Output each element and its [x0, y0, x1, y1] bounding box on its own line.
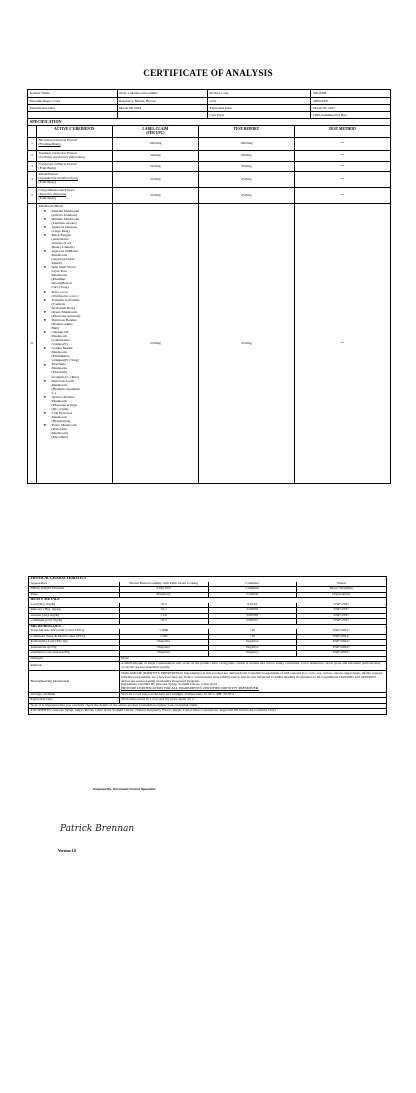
test-name: Mercury (Hg), mg/kg [30, 608, 61, 612]
mushroom-name: Tremella fuciformis (Tremella fuciformis Berk) [51, 297, 80, 310]
microbiology-row [29, 629, 386, 634]
ingredient-source: (Fruiting Body) [38, 142, 61, 147]
test-spec: ≤0.5 [119, 603, 209, 608]
diamond-bullet-icon: ❖ [43, 265, 47, 270]
note-row [29, 703, 386, 709]
test-name: Filling Weight Variation [30, 587, 65, 591]
info-row-product [28, 90, 390, 97]
empty-cell [117, 112, 208, 118]
flavor-value: Raspberry, Button, Brown [117, 98, 208, 104]
ingredient-number: 3 [31, 163, 33, 168]
microbiology-heading: MICROBIOLOGY [30, 624, 62, 628]
test-spec: ≤0.5 [119, 619, 209, 624]
ingredient-report: 100.0mg [198, 138, 293, 150]
test-result: Complies [208, 582, 296, 587]
storage-row [29, 692, 386, 698]
ingredients-header: ACTIVE I"GREDIENTS [36, 126, 112, 137]
flavor-label: Flavor& Shape, Color [29, 98, 61, 103]
test-name: Taste [30, 592, 38, 596]
bioengineering-label: Bioengineering Declaration [30, 678, 70, 683]
test-method: Direct Weighing [296, 587, 387, 592]
ingredient-part: (Fruit Body) [38, 196, 57, 201]
ingredient-part: (Fruit Body) [38, 180, 57, 185]
mushroom-item [38, 362, 110, 378]
allergen-value: None [119, 657, 387, 662]
ingredient-number: 6 [31, 340, 33, 345]
physical-row [29, 592, 386, 598]
test-method: USP<233> [296, 619, 387, 624]
test-result: 0.00076 [208, 608, 296, 613]
ingredient-number: 4 [31, 176, 33, 181]
mushroom-blend-cell [36, 204, 112, 483]
diamond-bullet-icon: ❖ [43, 394, 47, 399]
bioengineering-provide: PROVIDE CERTIFICATION FOR ALL INGREDIENTS CERTIFIED IDENTITY PRESERVED. [121, 686, 260, 691]
test-result: <10 [208, 635, 296, 640]
excipients-text: EXCIPIENTS: Glucose Syrup, Sugar, Pectin, Citric Acid, Sodium Citrate, Natural Raspberry Flavor, Purple Carrot Juice Concentrate, Vegetable Oil (Palm Oil,Carnauba Wax). [30, 709, 277, 713]
ingredient-report: 50.0mg [198, 151, 293, 161]
num-header [28, 126, 36, 137]
test-spec: 3.0g±10% [119, 587, 209, 592]
spec-heading-row [28, 118, 390, 125]
diamond-bullet-icon: ❖ [43, 208, 47, 213]
empty-cell [28, 112, 117, 118]
ingredient-name-text: Cordyceps militaris Extract [38, 162, 78, 166]
diamond-bullet-icon: ❖ [43, 289, 47, 294]
test-method: USP<233> [296, 608, 387, 613]
physical-row [29, 582, 386, 587]
ingredient-name [36, 188, 112, 203]
ingredient-row [28, 161, 390, 171]
ingredient-claim: 25.0mg [112, 204, 199, 483]
mushroom-item [38, 330, 110, 346]
mushroom-name: Apricot Abalone Mushroom (Pleurotus eryngii (DC.) Quel) [51, 394, 77, 411]
test-result: 0.00768 [208, 614, 296, 619]
test-name: Staphylococcus Aureus/25g [30, 651, 70, 655]
test-method: USP<2022> [296, 651, 387, 656]
ingredient-method: ** [294, 172, 390, 187]
mushroom-item [38, 233, 110, 249]
heavy-metal-row [29, 607, 386, 613]
mushroom-name: Black Fungus (Auricularia auricula (L.ex Hook.) Underw) [51, 232, 75, 250]
ingredient-name-text: Trametes versicolor Extract [38, 151, 78, 155]
test-method: USP<233> [296, 614, 387, 619]
test-method: USP<2021> [296, 635, 387, 640]
test-method: Visual [296, 582, 387, 587]
mushroom-item [38, 318, 110, 330]
manufacture-date-label: Manufacture Date [29, 105, 55, 110]
heavy-metal-row [29, 613, 386, 619]
ingredient-number: 2 [31, 153, 33, 158]
bioengineering-value [119, 671, 387, 691]
storage-value: Store in a cool place avoid heat and sunlight. Temperature 15-35ºC. RH: 20-55% [119, 693, 387, 698]
diamond-bullet-icon: ❖ [43, 423, 47, 428]
ingredient-number: 5 [31, 192, 33, 197]
info-row-dates [28, 104, 390, 111]
physical-heading: PHYSICAL CHARACTERISTICS [30, 577, 87, 581]
mushroom-item [38, 310, 110, 318]
label-claim-header-line1: LABEL CLAIM [142, 127, 169, 131]
mushroom-name: Agaricus blazaeus (Large Ring) [51, 224, 78, 233]
remark-value: A small amount of sugar condensation will occur on the product after a long time, which is normal and can be safely consumed. Color difference, black spots and insoluble particles may occur but are not abnormal quality. [119, 662, 387, 670]
mushroom-item [38, 395, 110, 411]
label-claim-header-line2: (PER UPC) [146, 131, 165, 135]
signature [58, 817, 158, 837]
prepared-by: Prepared By: Document Control Specialist [93, 787, 156, 791]
expiry-value: 36 months stored in a cool and dry place under 25ºC [119, 698, 387, 703]
test-method: USP<2021> [296, 629, 387, 634]
mushroom-item [38, 217, 110, 225]
test-spec: Raspberry [119, 593, 209, 598]
microbiology-row [29, 645, 386, 651]
expiry-label: Expiration Date [30, 698, 53, 702]
diamond-bullet-icon: ❖ [43, 224, 47, 229]
remark-row [29, 661, 386, 670]
test-spec: ≤1.0 [119, 614, 209, 619]
test-result: 0.0162 [208, 603, 296, 608]
physical-rows [29, 582, 386, 598]
mushroom-item [38, 249, 110, 265]
ingredient-claim: 25.0mg [112, 172, 199, 187]
physical-row [29, 586, 386, 592]
test-result: 0.00215 [208, 619, 296, 624]
test-name: Combined Yeast & Mold Count CFU/g [30, 634, 86, 638]
ingredient-source: (Inonotus obliquus) [38, 192, 66, 197]
mushroom-item [38, 290, 110, 298]
mushroom-name: Golden Needle Mushroom (Flammulina velutipes(Fr.) Sing) [51, 346, 79, 363]
mushroom-item [38, 379, 110, 395]
product-name-label: Product Name [29, 90, 50, 95]
allergen-row [29, 656, 386, 662]
test-name: Appearance [30, 581, 48, 585]
test-method: USP<2022> [296, 646, 387, 651]
ingredient-method: ** [294, 162, 390, 171]
diamond-bullet-icon: ❖ [43, 411, 47, 416]
microbiology-row [29, 639, 386, 645]
mushroom-name: Delicious Boletus (Boletus edulis Bull) [51, 317, 77, 330]
test-result: <10 [208, 629, 296, 634]
ingredient-name-text: Reishi Extract [38, 172, 59, 176]
ingredient-method: ** [294, 151, 390, 161]
heavy-metal-row [29, 603, 386, 608]
test-name: Lead (Pb), mg/kg [30, 602, 56, 606]
manufacture-date-value: March 06, 2024 [117, 105, 208, 111]
test-spec: Negative [119, 646, 209, 651]
mushroom-item [38, 423, 110, 439]
ingredient-report: 25.0mg [198, 188, 293, 203]
test-method: Organoleptic [296, 593, 387, 598]
diamond-bullet-icon: ❖ [43, 249, 47, 254]
bioengineering-certified: Ingredients Certified IP: Glucose Syrup, Sodium Citrate, Citric Acid [121, 682, 217, 687]
ingredient-name [36, 151, 112, 161]
signature-text: Patrick Brennan [60, 824, 135, 834]
heavy-metal-rows [29, 603, 386, 624]
ingredient-report: 50.0mg [198, 162, 293, 171]
ingredient-method: ** [294, 188, 390, 203]
microbiology-row [29, 634, 386, 640]
ingredient-name-text: Hericium erinaceus Extract [38, 138, 78, 142]
diamond-bullet-icon: ❖ [43, 362, 47, 367]
ingredient-claim: 50.0mg [112, 162, 199, 171]
ingredient-report: 25.0mg [198, 172, 293, 187]
diamond-bullet-icon: ❖ [43, 330, 47, 335]
ingredient-claim: 50.0mg [112, 151, 199, 161]
diamond-bullet-icon: ❖ [43, 216, 47, 221]
info-row-case [28, 111, 390, 118]
test-spec: ≤100 [119, 635, 209, 640]
physical-characteristics-table [28, 576, 387, 715]
test-method: USP<2022> [296, 640, 387, 645]
diamond-bullet-icon: ❖ [43, 297, 47, 302]
diamond-bullet-icon: ❖ [43, 378, 47, 383]
version-label: Version:1.0 [58, 849, 77, 853]
test-name: Escherichia Coli CFU/10g [30, 640, 68, 644]
ingredient-number: 1 [31, 141, 33, 146]
product-code-label: Product Code [207, 90, 310, 97]
diamond-bullet-icon: ❖ [43, 309, 47, 314]
test-result: Negative [208, 646, 296, 651]
specification-heading: SPECIFICATION [30, 119, 62, 124]
heavy-metals-heading: HEAVY METALS [30, 598, 60, 602]
ingredient-row [28, 137, 390, 150]
test-name: Arsenic (As), mg/kg [30, 613, 60, 617]
mushroom-item [38, 225, 110, 233]
mushroom-item [38, 298, 110, 310]
ingredient-row [28, 150, 390, 161]
allergen-label: Allergen [30, 656, 43, 660]
ingredient-row [28, 171, 390, 187]
mushroom-name: Shiitake Mushroom (Lentinus edodes) [51, 216, 80, 225]
bioengineering-text: NON-GMO/IP (IDENTITY PRESERVED): Ingredient(s) in this product are derived from crops/microorganisms of GM concern (i.e. corn, soy, cotton, canola, sugar beets, alfalfa, papaya, GM microorganisms, etc.) however they are from a conventional (non-GMO) source and are not subjected to GMO labeling in reference to EU regulations 1829/2003 and 1830/2003 and/or are sourced using an Identity Preserved Program. [121, 671, 384, 683]
bioengineering-row [29, 670, 386, 691]
lot-value: 248024301 [310, 98, 390, 104]
info-row-flavor [28, 97, 390, 104]
mushroom-name: Poster Mushroom (Portobello Mushroom) (Mycelium) [51, 423, 77, 440]
test-result: Negative [208, 651, 296, 656]
ingredient-source: (Ganoderma lucidum (Lyss) [38, 176, 78, 181]
product-code-value: 326-8408 [310, 90, 390, 97]
ingredient-name [36, 138, 112, 150]
test-result: Confirm [208, 593, 296, 598]
diamond-bullet-icon: ❖ [43, 233, 47, 238]
microbiology-row [29, 650, 386, 656]
certificate-table [27, 89, 391, 484]
storage-label: Storage condition [30, 692, 56, 696]
test-spec: ≤1000 [119, 629, 209, 634]
mushroom-name: Morchella Mushroom (Morchella esculenta (L.) Pers) [51, 362, 79, 379]
ingredient-source: (Coriolus versicolor) (Mycelium) [38, 155, 86, 160]
note-text: Note: it is important that you carefully check the details of the above product formulation against your own label claim. [30, 703, 198, 707]
test-name: Total Aerobic Microbial Count CFU/g [30, 629, 85, 633]
expiry-row [29, 697, 386, 703]
ingredient-method: ** [294, 204, 390, 483]
ingredient-row [28, 187, 390, 203]
test-method-header: TEST METHOD [294, 126, 390, 137]
mushroom-name: Poria cocos (Wolfiporia cocos ) [51, 289, 79, 298]
mushroom-name: Oyster Mushroom (Pleurotus ostreatus) [51, 309, 81, 318]
mushroom-blend-list [38, 209, 110, 440]
test-report-header: TEST REPORT [198, 126, 293, 137]
ingredient-name-text: Chaga Mushroom Extract [38, 188, 75, 192]
label-claim-header [112, 126, 199, 137]
test-result: Negative [208, 640, 296, 645]
remark-label: Remark [30, 663, 42, 668]
ingredient-name [36, 172, 112, 187]
expiration-date-value: March 05, 2027 [310, 105, 390, 111]
lot-label: Lot# [207, 98, 310, 104]
diamond-bullet-icon: ❖ [43, 318, 47, 323]
mushroom-blend-title: Mushroom Blend [38, 204, 64, 208]
ingredient-claim: 100.0mg [112, 138, 199, 150]
expiration-date-label: Expiration Date [207, 105, 310, 111]
test-spec: Brown Button Gummy with Palm Glaze Coating [119, 582, 209, 587]
mushroom-item [38, 346, 110, 362]
diamond-bullet-icon: ❖ [43, 346, 47, 351]
test-spec: ≤0.1 [119, 608, 209, 613]
mushroom-name: Maitake Mushroom (Grifola frondosa) [51, 208, 80, 217]
mushroom-item [38, 265, 110, 289]
heavy-metal-row [29, 618, 386, 624]
test-spec: Negative [119, 640, 209, 645]
test-method: USP<233> [296, 603, 387, 608]
mushroom-item [38, 209, 110, 217]
ingredient-claim: 25.0mg [112, 188, 199, 203]
document-title: CERTIFICATE OF ANALYSIS [143, 68, 273, 78]
mushroom-item [38, 411, 110, 423]
ingredient-method: ** [294, 138, 390, 150]
mushroom-name: Delicious Tooth Mushroom (Hydnum repandum L.) [51, 378, 80, 395]
case-pack-label: Case Pack [207, 112, 310, 118]
test-name: Cadmium (Cd), mg/kg [30, 619, 63, 623]
test-result: Complies [208, 587, 296, 592]
mushroom-name: Split Shelf Wood Layer Pore Mushroom (Phellinus linteus(Berk.et Curt.) Teng) [51, 265, 76, 290]
product-name-value: 20-in-1 Mushroom Gummy [117, 90, 208, 97]
microbiology-rows [29, 629, 386, 656]
test-spec: Negative [119, 651, 209, 656]
mushroom-name: Crab Flavored Mushroom (Hypsizygus) [51, 410, 72, 424]
excipients-row [29, 708, 386, 714]
mushroom-name: Agaricus bisBlazei Mushroom (Agaricus blazei Murill) [51, 249, 79, 266]
test-name: Salmonella sp/25g [30, 645, 57, 649]
case-pack-value: 1996 Gummies Per Box [310, 112, 390, 118]
ingredient-row-blend [28, 203, 390, 483]
ingredient-source: (Fruit Body) [38, 166, 57, 171]
spec-column-headers [28, 125, 390, 137]
mushroom-name: Chicken Oil Mushroom (Cantharellus cibarius Fr) [51, 330, 71, 347]
ingredient-name [36, 162, 112, 171]
ingredient-report: 25.0mg [198, 204, 293, 483]
